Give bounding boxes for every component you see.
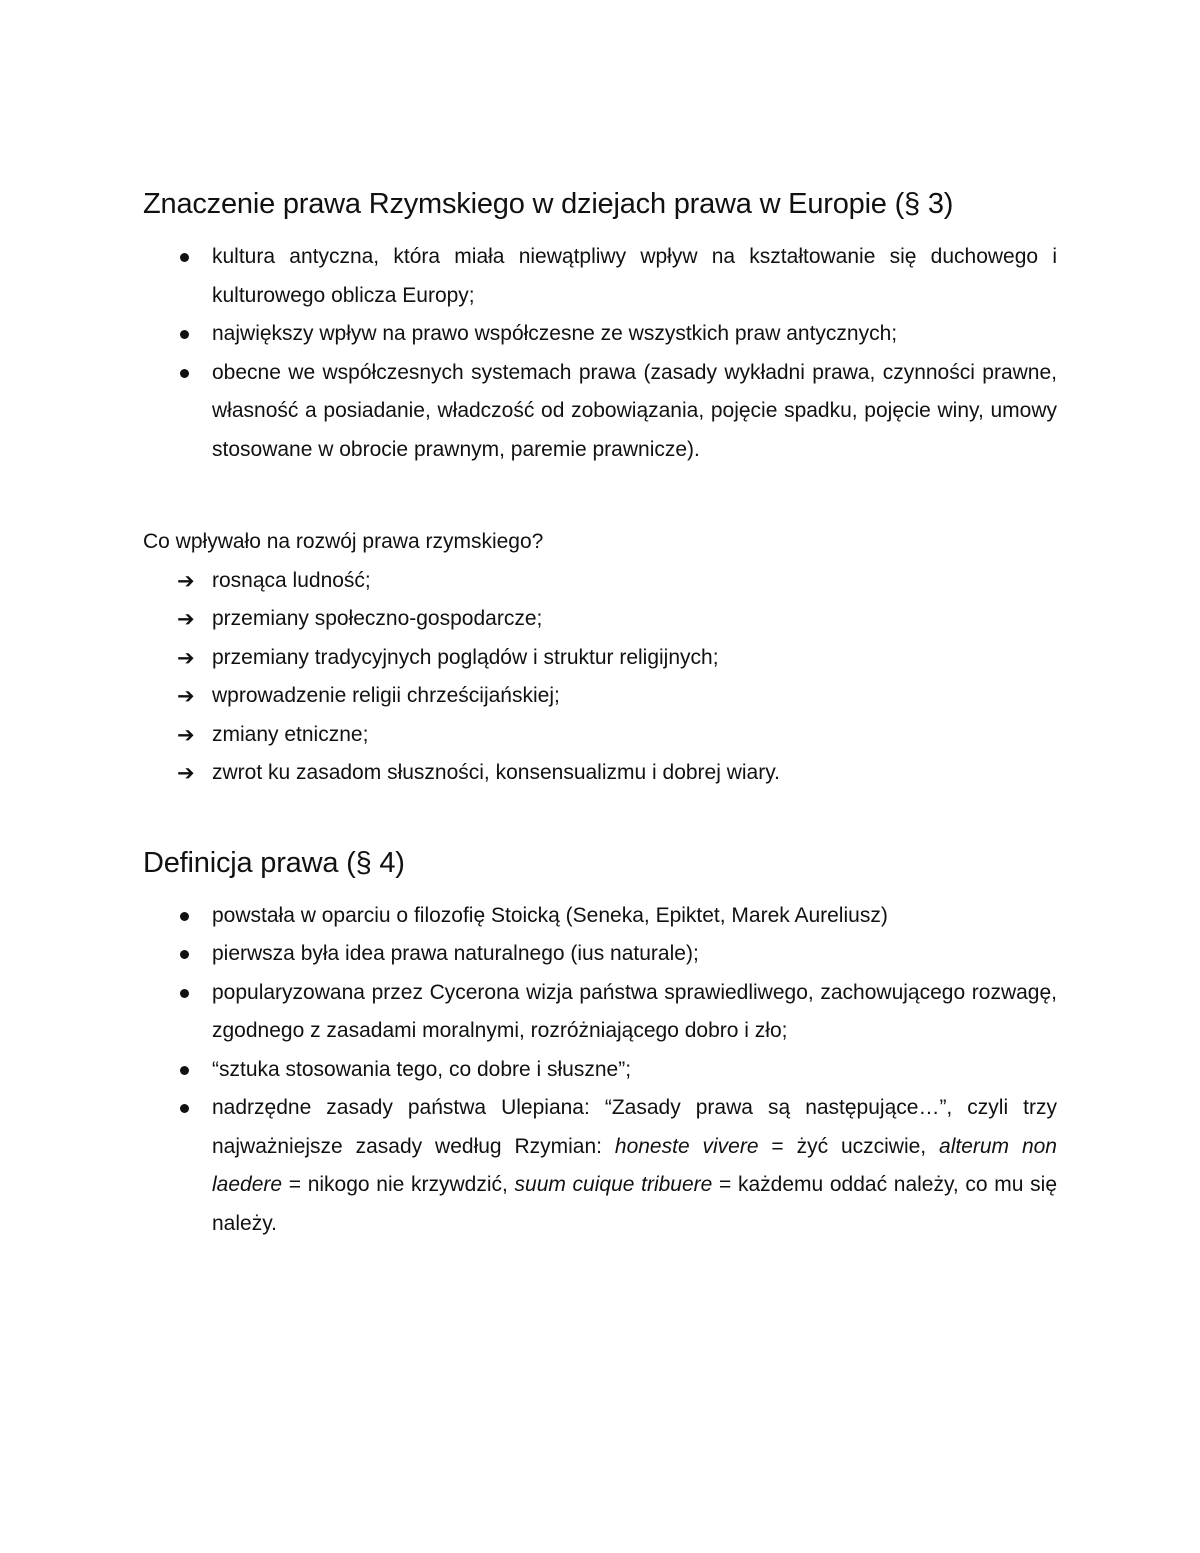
bullet-text: powstała w oparciu o filozofię Stoicką (Seneka, Epiktet, Marek Aureliusz) xyxy=(212,903,888,927)
bullet-dot-icon xyxy=(180,330,189,339)
bullet-dot-icon xyxy=(180,1066,189,1075)
principles-text: = żyć uczciwie, xyxy=(758,1134,940,1158)
arrow-item xyxy=(143,600,1057,639)
bullet-text: obecne we współczesnych systemach prawa (zasady wykładni prawa, czynności prawne, własność a posiadanie, władczość od zobowiązania, pojęcie spadku, pojęcie winy, umowy stosowane w obrocie prawnym, paremie prawnicze). xyxy=(212,360,1057,461)
arrow-item-text: przemiany społeczno-gospodarcze; xyxy=(212,607,543,630)
bullet-text: kultura antyczna, która miała niewątpliwy wpływ na kształtowanie się duchowego i kulturowego oblicza Europy; xyxy=(212,245,1057,307)
arrow-item-text: rosnąca ludność; xyxy=(212,568,371,592)
bullet-text: pierwsza była idea prawa naturalnego (ius naturale); xyxy=(212,942,699,965)
bullet-dot-icon xyxy=(180,950,189,959)
document-content xyxy=(143,184,1057,1243)
bullet-text: “sztuka stosowania tego, co dobre i słuszne”; xyxy=(212,1057,632,1081)
bullet-text: popularyzowana przez Cycerona wizja państwa sprawiedliwego, zachowującego rozwagę, zgodnego z zasadami moralnymi, rozróżniającego dobro i zło; xyxy=(212,980,1057,1042)
bullet-item xyxy=(143,935,1057,974)
bullet-item xyxy=(143,354,1057,470)
arrow-item xyxy=(143,677,1057,716)
arrow-item xyxy=(143,639,1057,678)
bullet-dot-icon xyxy=(180,989,189,998)
influences-arrow-list xyxy=(143,562,1057,793)
significance-bullet-list xyxy=(143,238,1057,469)
bullet-item xyxy=(143,315,1057,354)
definition-bullet-list xyxy=(143,897,1057,1244)
bullet-dot-icon xyxy=(180,912,189,921)
bullet-dot-icon xyxy=(180,253,189,262)
influences-question: Co wpływało na rozwój prawa rzymskiego? xyxy=(143,530,544,553)
arrow-item-text: zwrot ku zasadom słuszności, konsensualizmu i dobrej wiary. xyxy=(212,761,781,784)
bullet-text: największy wpływ na prawo współczesne ze wszystkich praw antycznych; xyxy=(212,322,898,345)
arrow-right-icon: ➔ xyxy=(177,722,195,747)
section-heading-roman-law-significance: Znaczenie prawa Rzymskiego w dziejach prawa w Europie (§ 3) xyxy=(143,188,954,220)
latin-phrase: honeste vivere xyxy=(614,1134,759,1158)
latin-phrase: suum cuique tribuere xyxy=(514,1173,713,1196)
bullet-item xyxy=(143,897,1057,936)
arrow-item xyxy=(143,562,1057,601)
bullet-item-principles xyxy=(143,1089,1057,1243)
bullet-item xyxy=(143,1051,1057,1090)
arrow-item-text: wprowadzenie religii chrześcijańskiej; xyxy=(212,684,560,707)
arrow-right-icon: ➔ xyxy=(177,568,195,593)
principles-text: = nikogo nie krzywdzić, xyxy=(282,1173,515,1196)
principles-text: = każdemu oddać należy, co mu się należy. xyxy=(212,1173,1057,1235)
arrow-item xyxy=(143,716,1057,755)
arrow-right-icon: ➔ xyxy=(177,645,195,670)
bullet-dot-icon xyxy=(180,369,189,378)
arrow-item-text: zmiany etniczne; xyxy=(212,722,369,746)
principles-text: nadrzędne zasady państwa Ulepiana: “Zasady prawa są następujące…”, czyli trzy najważniejsze zasady według Rzymian: xyxy=(212,1096,1057,1158)
arrow-item xyxy=(143,754,1057,793)
bullet-item xyxy=(143,974,1057,1051)
arrow-right-icon: ➔ xyxy=(177,761,195,785)
bullet-item xyxy=(143,238,1057,315)
section-heading-law-definition: Definicja prawa (§ 4) xyxy=(143,846,405,879)
arrow-right-icon: ➔ xyxy=(177,684,195,708)
arrow-item-text: przemiany tradycyjnych poglądów i struktur religijnych; xyxy=(212,645,719,669)
latin-phrase: alterum non laedere xyxy=(212,1134,1057,1196)
bullet-dot-icon xyxy=(180,1104,189,1113)
arrow-right-icon: ➔ xyxy=(177,607,195,631)
